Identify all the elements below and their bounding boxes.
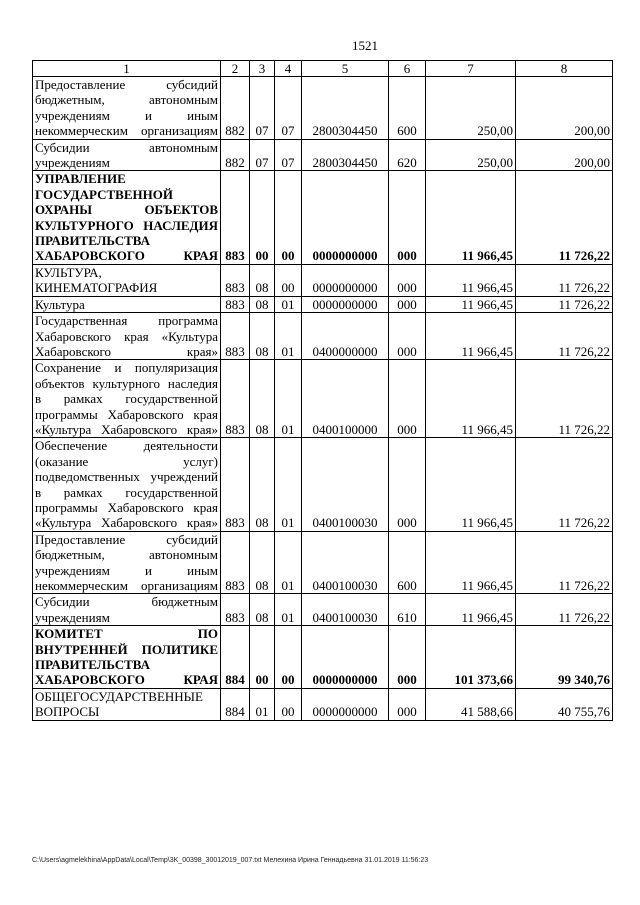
amount-year2-cell: 11 726,22 (516, 594, 613, 626)
row-name-cell: Субсидии бюджетным учреждениям (33, 594, 221, 626)
file-path-footer: C:\Users\agmelekhina\AppData\Local\Temp\3K_00398_30012019_007.txt Мелехина Ирина Геннадьевна 31.01.2019 11:56:23 (32, 857, 429, 864)
expense-type-cell: 000 (389, 264, 426, 296)
table-row (33, 626, 613, 689)
section-code-cell: 08 (250, 438, 275, 531)
amount-year1-cell: 11 966,45 (426, 264, 516, 296)
row-name-cell: КУЛЬТУРА, КИНЕМАТОГРАФИЯ (33, 264, 221, 296)
amount-year2-cell: 200,00 (516, 139, 613, 171)
ministry-code-cell: 882 (221, 139, 250, 171)
section-code-cell: 08 (250, 531, 275, 594)
amount-year2-cell: 40 755,76 (516, 688, 613, 720)
amount-year2-cell: 11 726,22 (516, 438, 613, 531)
expense-type-cell: 600 (389, 77, 426, 140)
subsection-code-cell: 00 (275, 264, 302, 296)
target-article-cell: 2800304450 (302, 77, 389, 140)
table-header-row (33, 61, 613, 77)
subsection-code-cell: 01 (275, 360, 302, 438)
section-code-cell: 08 (250, 264, 275, 296)
target-article-cell: 0000000000 (302, 626, 389, 689)
amount-year2-cell: 11 726,22 (516, 313, 613, 360)
table-row (33, 531, 613, 594)
table-row (33, 296, 613, 312)
expense-type-cell: 000 (389, 360, 426, 438)
column-header: 3 (250, 61, 275, 77)
target-article-cell: 0000000000 (302, 171, 389, 264)
expense-type-cell: 000 (389, 171, 426, 264)
subsection-code-cell: 00 (275, 688, 302, 720)
row-name-cell: Государственная программа Хабаровского края «Культура Хабаровского края» (33, 313, 221, 360)
amount-year1-cell: 41 588,66 (426, 688, 516, 720)
row-name-cell: КОМИТЕТ ПО ВНУТРЕННЕЙ ПОЛИТИКЕ ПРАВИТЕЛЬСТВА ХАБАРОВСКОГО КРАЯ (33, 626, 221, 689)
amount-year2-cell: 99 340,76 (516, 626, 613, 689)
expense-type-cell: 000 (389, 688, 426, 720)
row-name-cell: ОБЩЕГОСУДАРСТВЕННЫЕ ВОПРОСЫ (33, 688, 221, 720)
budget-table (32, 60, 613, 721)
target-article-cell: 0400000000 (302, 313, 389, 360)
column-header: 8 (516, 61, 613, 77)
row-name-cell: УПРАВЛЕНИЕ ГОСУДАРСТВЕННОЙ ОХРАНЫ ОБЪЕКТОВ КУЛЬТУРНОГО НАСЛЕДИЯ ПРАВИТЕЛЬСТВА ХАБАРОВСКОГО КРАЯ (33, 171, 221, 264)
row-name-cell: Сохранение и популяризация объектов культурного наследия в рамках государственной программы Хабаровского края «Культура Хабаровского края» (33, 360, 221, 438)
target-article-cell: 0400100030 (302, 438, 389, 531)
table-row (33, 594, 613, 626)
section-code-cell: 08 (250, 296, 275, 312)
column-header: 4 (275, 61, 302, 77)
amount-year1-cell: 11 966,45 (426, 313, 516, 360)
column-header: 6 (389, 61, 426, 77)
ministry-code-cell: 882 (221, 77, 250, 140)
amount-year2-cell: 11 726,22 (516, 264, 613, 296)
column-header: 2 (221, 61, 250, 77)
section-code-cell: 08 (250, 313, 275, 360)
section-code-cell: 00 (250, 171, 275, 264)
ministry-code-cell: 883 (221, 531, 250, 594)
target-article-cell: 0000000000 (302, 296, 389, 312)
table-row (33, 139, 613, 171)
amount-year2-cell: 11 726,22 (516, 531, 613, 594)
expense-type-cell: 000 (389, 296, 426, 312)
subsection-code-cell: 01 (275, 531, 302, 594)
row-name-cell: Предоставление субсидий бюджетным, автономным учреждениям и иным некоммерческим организациям (33, 77, 221, 140)
ministry-code-cell: 883 (221, 296, 250, 312)
table-row (33, 77, 613, 140)
expense-type-cell: 610 (389, 594, 426, 626)
section-code-cell: 07 (250, 77, 275, 140)
row-name-cell: Культура (33, 296, 221, 312)
table-row (33, 313, 613, 360)
ministry-code-cell: 884 (221, 626, 250, 689)
target-article-cell: 0400100030 (302, 531, 389, 594)
row-name-cell: Субсидии автономным учреждениям (33, 139, 221, 171)
section-code-cell: 01 (250, 688, 275, 720)
subsection-code-cell: 07 (275, 139, 302, 171)
target-article-cell: 0400100000 (302, 360, 389, 438)
subsection-code-cell: 01 (275, 594, 302, 626)
amount-year1-cell: 11 966,45 (426, 296, 516, 312)
subsection-code-cell: 07 (275, 77, 302, 140)
subsection-code-cell: 01 (275, 313, 302, 360)
amount-year1-cell: 11 966,45 (426, 360, 516, 438)
row-name-cell: Обеспечение деятельности (оказание услуг) подведомственных учреждений в рамках государственной программы Хабаровского края «Культура Хабаровского края» (33, 438, 221, 531)
column-header: 7 (426, 61, 516, 77)
table-row (33, 438, 613, 531)
row-name-cell: Предоставление субсидий бюджетным, автономным учреждениям и иным некоммерческим организациям (33, 531, 221, 594)
amount-year2-cell: 11 726,22 (516, 360, 613, 438)
amount-year1-cell: 11 966,45 (426, 531, 516, 594)
amount-year2-cell: 11 726,22 (516, 171, 613, 264)
amount-year1-cell: 11 966,45 (426, 594, 516, 626)
section-code-cell: 08 (250, 360, 275, 438)
column-header: 1 (33, 61, 221, 77)
table-row (33, 360, 613, 438)
ministry-code-cell: 883 (221, 438, 250, 531)
expense-type-cell: 000 (389, 313, 426, 360)
column-header: 5 (302, 61, 389, 77)
section-code-cell: 07 (250, 139, 275, 171)
amount-year2-cell: 11 726,22 (516, 296, 613, 312)
subsection-code-cell: 00 (275, 626, 302, 689)
subsection-code-cell: 01 (275, 296, 302, 312)
ministry-code-cell: 883 (221, 264, 250, 296)
amount-year1-cell: 11 966,45 (426, 171, 516, 264)
table-row (33, 264, 613, 296)
amount-year2-cell: 200,00 (516, 77, 613, 140)
amount-year1-cell: 11 966,45 (426, 438, 516, 531)
expense-type-cell: 000 (389, 626, 426, 689)
section-code-cell: 08 (250, 594, 275, 626)
amount-year1-cell: 250,00 (426, 77, 516, 140)
table-row (33, 171, 613, 264)
target-article-cell: 0000000000 (302, 688, 389, 720)
amount-year1-cell: 101 373,66 (426, 626, 516, 689)
table-row (33, 688, 613, 720)
target-article-cell: 0400100030 (302, 594, 389, 626)
expense-type-cell: 600 (389, 531, 426, 594)
ministry-code-cell: 883 (221, 171, 250, 264)
page-number: 1521 (352, 38, 378, 53)
section-code-cell: 00 (250, 626, 275, 689)
subsection-code-cell: 00 (275, 171, 302, 264)
expense-type-cell: 000 (389, 438, 426, 531)
target-article-cell: 2800304450 (302, 139, 389, 171)
ministry-code-cell: 883 (221, 594, 250, 626)
subsection-code-cell: 01 (275, 438, 302, 531)
ministry-code-cell: 883 (221, 360, 250, 438)
amount-year1-cell: 250,00 (426, 139, 516, 171)
expense-type-cell: 620 (389, 139, 426, 171)
ministry-code-cell: 883 (221, 313, 250, 360)
ministry-code-cell: 884 (221, 688, 250, 720)
target-article-cell: 0000000000 (302, 264, 389, 296)
